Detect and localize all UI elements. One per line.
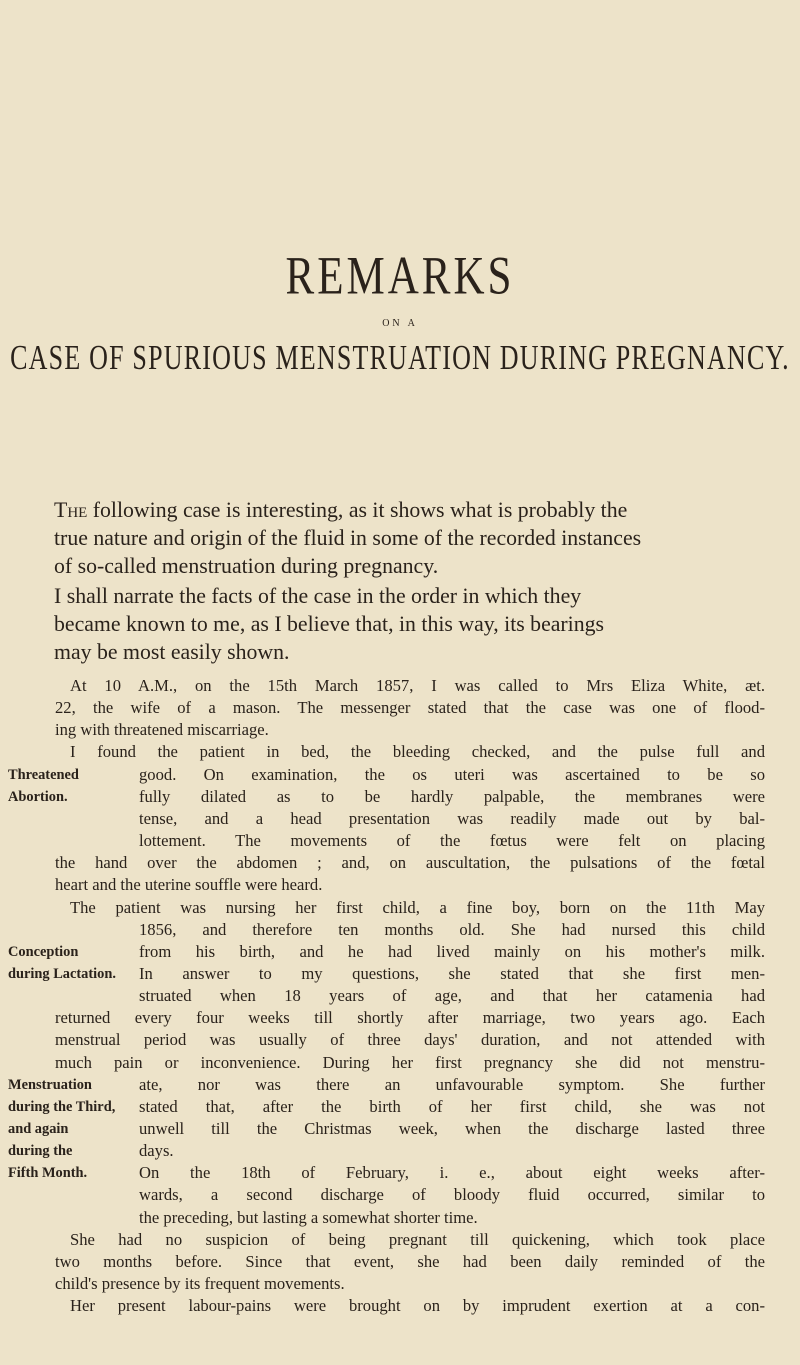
body-line: I found the patient in bed, the bleeding checked, and the pulse full and [70, 742, 765, 762]
body-line: menstrual period was usually of three days' duration, and not attended with [55, 1030, 765, 1050]
intro-paragraph-1 [54, 496, 762, 580]
body-line: tense, and a head presentation was readily made out by bal- [139, 808, 765, 828]
body-line: In answer to my questions, she stated that she first men- [139, 963, 765, 983]
body-line: the preceding, but lasting a somewhat shorter time. [139, 1207, 478, 1227]
body-line: struated when 18 years of age, and that her catamenia had [139, 986, 765, 1006]
page-title: REMARKS [285, 247, 515, 306]
margin-note: Menstruation [8, 1076, 92, 1093]
margin-note: during the [8, 1143, 73, 1160]
margin-note: Threatened [8, 766, 79, 783]
intro-paragraph-1-text: following case is interesting, as it shows what is probably the true nature and origin of the fluid in some of the recorded instances of so-called menstruation during pregnancy. [54, 498, 642, 578]
margin-note: Conception [8, 943, 79, 960]
body-line: At 10 A.M., on the 15th March 1857, I was called to Mrs Eliza White, æt. [70, 676, 765, 695]
body-line: The patient was nursing her first child, a fine boy, born on the 11th May [70, 897, 765, 917]
body-line: much pain or inconvenience. During her first pregnancy she did not menstru- [55, 1052, 765, 1072]
margin-note: Abortion. [8, 788, 68, 805]
page-subtitle: CASE OF SPURIOUS MENSTRUATION DURING PREGNANCY. [10, 338, 790, 378]
body-line: 1856, and therefore ten months old. She had nursed this child [139, 919, 765, 939]
body-line: lottement. The movements of the fœtus were felt on placing [139, 831, 765, 851]
body-line: two months before. Since that event, she had been daily reminded of the [55, 1251, 765, 1271]
body-line: returned every four weeks till shortly after marriage, two years ago. Each [55, 1008, 765, 1028]
title-connector: ON A [382, 318, 418, 329]
body-line: the hand over the abdomen ; and, on auscultation, the pulsations of the fœtal [55, 853, 765, 873]
body-line: child's presence by its frequent movements. [55, 1274, 345, 1294]
intro-paragraph-2: I shall narrate the facts of the case in the order in which they became known to me, as I believe that, in this way, its bearings may be most easily shown. [54, 584, 605, 664]
margin-note: during the Third, [8, 1098, 116, 1115]
body-line: unwell till the Christmas week, when the discharge lasted three [139, 1119, 765, 1138]
margin-note: and again [8, 1121, 69, 1137]
body-line: heart and the uterine souffle were heard. [55, 875, 323, 895]
margin-note: Fifth Month. [8, 1165, 88, 1182]
body-line: Her present labour-pains were brought on by imprudent exertion at a con- [70, 1296, 765, 1316]
margin-note: during Lactation. [8, 965, 116, 982]
body-line: ing with threatened miscarriage. [55, 720, 269, 740]
body-line: days. [139, 1141, 174, 1161]
body-line: fully dilated as to be hardly palpable, the membranes were [139, 786, 765, 806]
intro-first-word: The [54, 498, 88, 522]
body-line: 22, the wife of a mason. The messenger stated that the case was one of flood- [55, 698, 765, 718]
body-line: On the 18th of February, i. e., about eight weeks after- [139, 1163, 765, 1183]
body-line: wards, a second discharge of bloody fluid occurred, similar to [139, 1185, 765, 1205]
body-line: good. On examination, the os uteri was ascertained to be so [139, 764, 765, 784]
body-line: ate, nor was there an unfavourable symptom. She further [139, 1074, 765, 1094]
body-line: stated that, after the birth of her first child, she was not [139, 1096, 765, 1116]
body-line: She had no suspicion of being pregnant till quickening, which took place [70, 1229, 765, 1249]
body-line: from his birth, and he had lived mainly on his mother's milk. [139, 941, 765, 961]
